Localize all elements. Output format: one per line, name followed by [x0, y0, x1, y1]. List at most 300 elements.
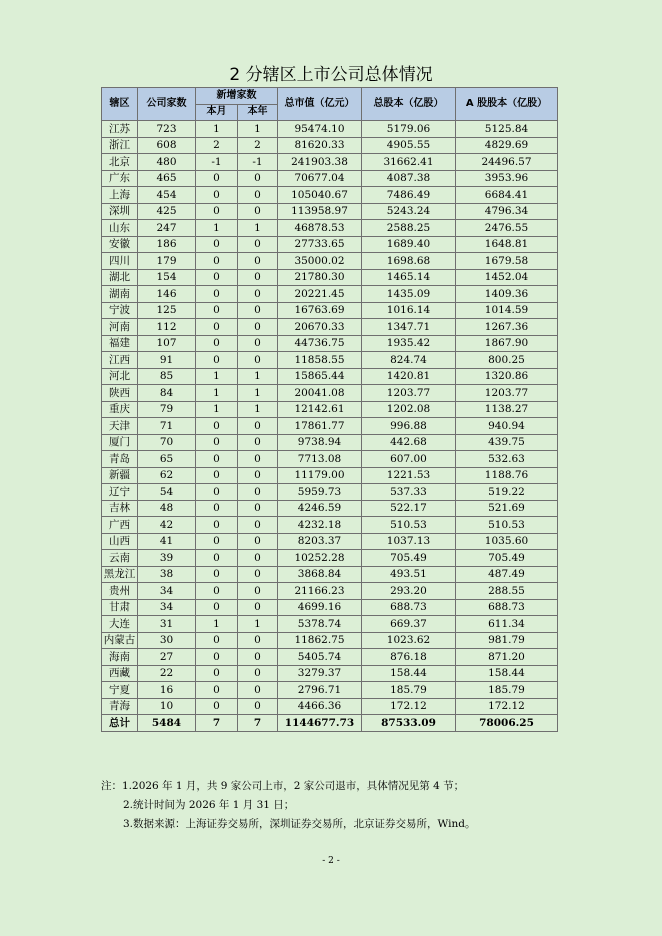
cell-company-count: 30	[138, 632, 196, 649]
cell-a-shares: 1648.81	[456, 236, 558, 253]
cell-new-this-year: 0	[238, 550, 278, 567]
table-row	[102, 385, 558, 402]
header-a-shares: A 股股本（亿股）	[456, 88, 558, 121]
cell-total-shares: 4905.55	[362, 137, 456, 154]
cell-company-count: 27	[138, 649, 196, 666]
cell-total-shares: 293.20	[362, 583, 456, 600]
cell-new-this-year: 0	[238, 467, 278, 484]
cell-new-this-year: 0	[238, 632, 278, 649]
cell-a-shares: 1203.77	[456, 385, 558, 402]
cell-region: 天津	[102, 418, 138, 435]
cell-market-cap: 241903.38	[278, 154, 362, 171]
header-new-count: 新增家数	[196, 88, 278, 105]
table-row	[102, 269, 558, 286]
cell-new-this-month: -1	[196, 154, 238, 171]
cell-new-this-month: 0	[196, 467, 238, 484]
cell-new-this-year: 0	[238, 500, 278, 517]
cell-market-cap: 44736.75	[278, 335, 362, 352]
cell-region: 山西	[102, 533, 138, 550]
cell-a-shares: 158.44	[456, 665, 558, 682]
cell-new-this-month: 1	[196, 121, 238, 138]
cell-company-count: 454	[138, 187, 196, 204]
cell-new-this-year: 0	[238, 352, 278, 369]
cell-market-cap: 70677.04	[278, 170, 362, 187]
cell-total-shares: 1347.71	[362, 319, 456, 336]
cell-total-shares: 607.00	[362, 451, 456, 468]
cell-company-count: 179	[138, 253, 196, 270]
cell-region: 厦门	[102, 434, 138, 451]
page-number: - 2 -	[322, 856, 340, 866]
cell-company-count: 62	[138, 467, 196, 484]
cell-region: 黑龙江	[102, 566, 138, 583]
cell-a-shares: 510.53	[456, 517, 558, 534]
table-row	[102, 550, 558, 567]
cell-new-this-year: 0	[238, 698, 278, 715]
cell-new-this-month: 0	[196, 500, 238, 517]
cell-total-shares: 1435.09	[362, 286, 456, 303]
total-region: 总计	[102, 715, 138, 732]
cell-region: 湖北	[102, 269, 138, 286]
header-region: 辖区	[102, 88, 138, 121]
cell-company-count: 91	[138, 352, 196, 369]
cell-new-this-year: 0	[238, 649, 278, 666]
header-market-cap: 总市值（亿元）	[278, 88, 362, 121]
cell-market-cap: 3868.84	[278, 566, 362, 583]
cell-new-this-year: 1	[238, 616, 278, 633]
cell-region: 大连	[102, 616, 138, 633]
cell-total-shares: 2588.25	[362, 220, 456, 237]
cell-market-cap: 11862.75	[278, 632, 362, 649]
cell-total-shares: 705.49	[362, 550, 456, 567]
cell-total-shares: 1202.08	[362, 401, 456, 418]
cell-total-shares: 5179.06	[362, 121, 456, 138]
cell-new-this-month: 0	[196, 599, 238, 616]
cell-company-count: 16	[138, 682, 196, 699]
note-2: 2.统计时间为 2026 年 1 月 31 日；	[123, 799, 295, 811]
cell-company-count: 38	[138, 566, 196, 583]
table-row	[102, 665, 558, 682]
cell-new-this-month: 0	[196, 665, 238, 682]
cell-new-this-month: 2	[196, 137, 238, 154]
cell-region: 云南	[102, 550, 138, 567]
cell-region: 河北	[102, 368, 138, 385]
cell-total-shares: 669.37	[362, 616, 456, 633]
cell-market-cap: 4466.36	[278, 698, 362, 715]
cell-company-count: 480	[138, 154, 196, 171]
cell-market-cap: 4699.16	[278, 599, 362, 616]
cell-total-shares: 1016.14	[362, 302, 456, 319]
cell-total-shares: 7486.49	[362, 187, 456, 204]
cell-new-this-year: 0	[238, 517, 278, 534]
region-table	[101, 87, 558, 732]
cell-new-this-month: 0	[196, 550, 238, 567]
cell-total-shares: 537.33	[362, 484, 456, 501]
cell-company-count: 84	[138, 385, 196, 402]
cell-region: 广西	[102, 517, 138, 534]
cell-new-this-month: 0	[196, 269, 238, 286]
cell-total-shares: 31662.41	[362, 154, 456, 171]
total-a-shares: 78006.25	[456, 715, 558, 732]
cell-company-count: 54	[138, 484, 196, 501]
cell-region: 上海	[102, 187, 138, 204]
cell-total-shares: 5243.24	[362, 203, 456, 220]
cell-company-count: 425	[138, 203, 196, 220]
cell-new-this-month: 0	[196, 632, 238, 649]
cell-total-shares: 876.18	[362, 649, 456, 666]
cell-region: 西藏	[102, 665, 138, 682]
cell-new-this-year: 0	[238, 434, 278, 451]
cell-region: 甘肃	[102, 599, 138, 616]
table-row	[102, 418, 558, 435]
cell-region: 陕西	[102, 385, 138, 402]
cell-region: 宁波	[102, 302, 138, 319]
cell-company-count: 65	[138, 451, 196, 468]
total-market-cap: 1144677.73	[278, 715, 362, 732]
cell-market-cap: 35000.02	[278, 253, 362, 270]
cell-company-count: 31	[138, 616, 196, 633]
cell-region: 吉林	[102, 500, 138, 517]
cell-a-shares: 1267.36	[456, 319, 558, 336]
cell-total-shares: 824.74	[362, 352, 456, 369]
cell-company-count: 34	[138, 599, 196, 616]
total-new-this-year: 7	[238, 715, 278, 732]
cell-market-cap: 21780.30	[278, 269, 362, 286]
cell-a-shares: 800.25	[456, 352, 558, 369]
cell-company-count: 22	[138, 665, 196, 682]
cell-a-shares: 1320.86	[456, 368, 558, 385]
total-company-count: 5484	[138, 715, 196, 732]
cell-company-count: 107	[138, 335, 196, 352]
table-title: 2 分辖区上市公司总体情况	[229, 65, 433, 85]
cell-new-this-month: 0	[196, 517, 238, 534]
cell-total-shares: 1037.13	[362, 533, 456, 550]
cell-a-shares: 688.73	[456, 599, 558, 616]
cell-new-this-month: 0	[196, 418, 238, 435]
cell-new-this-year: 0	[238, 253, 278, 270]
cell-new-this-month: 1	[196, 616, 238, 633]
cell-new-this-month: 0	[196, 649, 238, 666]
cell-a-shares: 1867.90	[456, 335, 558, 352]
cell-market-cap: 95474.10	[278, 121, 362, 138]
cell-company-count: 125	[138, 302, 196, 319]
cell-region: 浙江	[102, 137, 138, 154]
cell-a-shares: 1035.60	[456, 533, 558, 550]
table-row	[102, 352, 558, 369]
table-row	[102, 319, 558, 336]
cell-a-shares: 4829.69	[456, 137, 558, 154]
table-row	[102, 517, 558, 534]
cell-market-cap: 81620.33	[278, 137, 362, 154]
cell-a-shares: 24496.57	[456, 154, 558, 171]
cell-total-shares: 522.17	[362, 500, 456, 517]
table-row	[102, 286, 558, 303]
cell-company-count: 79	[138, 401, 196, 418]
header-company-count: 公司家数	[138, 88, 196, 121]
header-this-year: 本年	[238, 104, 278, 121]
cell-new-this-month: 0	[196, 319, 238, 336]
cell-new-this-year: -1	[238, 154, 278, 171]
cell-new-this-year: 0	[238, 236, 278, 253]
table-row	[102, 302, 558, 319]
cell-region: 安徽	[102, 236, 138, 253]
cell-total-shares: 996.88	[362, 418, 456, 435]
cell-company-count: 39	[138, 550, 196, 567]
cell-new-this-year: 0	[238, 302, 278, 319]
cell-new-this-year: 0	[238, 170, 278, 187]
cell-new-this-year: 1	[238, 121, 278, 138]
table-row	[102, 335, 558, 352]
table-row	[102, 649, 558, 666]
cell-market-cap: 20041.08	[278, 385, 362, 402]
cell-new-this-month: 0	[196, 451, 238, 468]
cell-new-this-year: 1	[238, 401, 278, 418]
cell-total-shares: 1023.62	[362, 632, 456, 649]
cell-region: 江西	[102, 352, 138, 369]
cell-new-this-year: 1	[238, 220, 278, 237]
cell-new-this-month: 0	[196, 484, 238, 501]
cell-market-cap: 10252.28	[278, 550, 362, 567]
cell-new-this-year: 0	[238, 335, 278, 352]
cell-company-count: 10	[138, 698, 196, 715]
cell-new-this-month: 0	[196, 533, 238, 550]
cell-market-cap: 46878.53	[278, 220, 362, 237]
cell-region: 深圳	[102, 203, 138, 220]
table-row	[102, 137, 558, 154]
cell-company-count: 34	[138, 583, 196, 600]
cell-total-shares: 1221.53	[362, 467, 456, 484]
cell-new-this-month: 1	[196, 368, 238, 385]
cell-region: 福建	[102, 335, 138, 352]
table-row	[102, 236, 558, 253]
cell-a-shares: 1188.76	[456, 467, 558, 484]
cell-a-shares: 172.12	[456, 698, 558, 715]
cell-market-cap: 16763.69	[278, 302, 362, 319]
cell-a-shares: 4796.34	[456, 203, 558, 220]
cell-new-this-year: 0	[238, 566, 278, 583]
header-this-month: 本月	[196, 104, 238, 121]
table-row	[102, 203, 558, 220]
table-row	[102, 583, 558, 600]
notes	[101, 777, 571, 834]
cell-market-cap: 11858.55	[278, 352, 362, 369]
cell-a-shares: 1014.59	[456, 302, 558, 319]
cell-new-this-year: 0	[238, 599, 278, 616]
cell-region: 山东	[102, 220, 138, 237]
cell-new-this-month: 0	[196, 566, 238, 583]
cell-region: 宁夏	[102, 682, 138, 699]
cell-total-shares: 493.51	[362, 566, 456, 583]
cell-new-this-year: 0	[238, 682, 278, 699]
cell-new-this-year: 0	[238, 319, 278, 336]
cell-region: 青岛	[102, 451, 138, 468]
cell-new-this-month: 0	[196, 170, 238, 187]
cell-region: 四川	[102, 253, 138, 270]
cell-company-count: 112	[138, 319, 196, 336]
cell-company-count: 247	[138, 220, 196, 237]
table-row	[102, 154, 558, 171]
cell-market-cap: 3279.37	[278, 665, 362, 682]
table-row	[102, 566, 558, 583]
cell-region: 青海	[102, 698, 138, 715]
cell-market-cap: 5378.74	[278, 616, 362, 633]
table-row	[102, 220, 558, 237]
note-3: 3.数据来源：上海证券交易所，深圳证券交易所，北京证券交易所，Wind。	[123, 818, 476, 830]
cell-new-this-month: 0	[196, 253, 238, 270]
table-row	[102, 698, 558, 715]
cell-new-this-year: 0	[238, 665, 278, 682]
cell-total-shares: 688.73	[362, 599, 456, 616]
cell-new-this-year: 0	[238, 484, 278, 501]
table-row	[102, 451, 558, 468]
cell-new-this-month: 0	[196, 352, 238, 369]
cell-new-this-month: 0	[196, 236, 238, 253]
cell-new-this-year: 0	[238, 583, 278, 600]
cell-total-shares: 1203.77	[362, 385, 456, 402]
cell-new-this-year: 0	[238, 451, 278, 468]
cell-a-shares: 521.69	[456, 500, 558, 517]
cell-company-count: 70	[138, 434, 196, 451]
table-row	[102, 187, 558, 204]
cell-region: 北京	[102, 154, 138, 171]
cell-company-count: 41	[138, 533, 196, 550]
total-new-this-month: 7	[196, 715, 238, 732]
cell-a-shares: 6684.41	[456, 187, 558, 204]
table-row	[102, 599, 558, 616]
cell-a-shares: 1679.58	[456, 253, 558, 270]
cell-new-this-year: 0	[238, 286, 278, 303]
cell-market-cap: 5959.73	[278, 484, 362, 501]
cell-a-shares: 2476.55	[456, 220, 558, 237]
cell-region: 贵州	[102, 583, 138, 600]
cell-a-shares: 185.79	[456, 682, 558, 699]
cell-a-shares: 532.63	[456, 451, 558, 468]
total-row	[102, 715, 558, 732]
cell-region: 辽宁	[102, 484, 138, 501]
cell-region: 新疆	[102, 467, 138, 484]
cell-new-this-month: 0	[196, 682, 238, 699]
cell-region: 重庆	[102, 401, 138, 418]
cell-new-this-month: 0	[196, 203, 238, 220]
cell-market-cap: 17861.77	[278, 418, 362, 435]
cell-new-this-year: 2	[238, 137, 278, 154]
cell-new-this-year: 1	[238, 368, 278, 385]
note-1: 注：1.2026 年 1 月，共 9 家公司上市，2 家公司退市，具体情况见第 4 节；	[101, 780, 465, 792]
cell-a-shares: 519.22	[456, 484, 558, 501]
table-row	[102, 121, 558, 138]
cell-company-count: 608	[138, 137, 196, 154]
cell-a-shares: 1138.27	[456, 401, 558, 418]
cell-company-count: 186	[138, 236, 196, 253]
cell-new-this-year: 0	[238, 418, 278, 435]
cell-total-shares: 1465.14	[362, 269, 456, 286]
cell-new-this-year: 0	[238, 269, 278, 286]
cell-total-shares: 158.44	[362, 665, 456, 682]
header-total-shares: 总股本（亿股）	[362, 88, 456, 121]
cell-a-shares: 705.49	[456, 550, 558, 567]
cell-a-shares: 439.75	[456, 434, 558, 451]
cell-company-count: 71	[138, 418, 196, 435]
cell-new-this-month: 0	[196, 583, 238, 600]
cell-total-shares: 1420.81	[362, 368, 456, 385]
cell-company-count: 42	[138, 517, 196, 534]
cell-region: 湖南	[102, 286, 138, 303]
cell-new-this-month: 0	[196, 187, 238, 204]
cell-new-this-month: 1	[196, 385, 238, 402]
table-row	[102, 533, 558, 550]
cell-market-cap: 20221.45	[278, 286, 362, 303]
cell-market-cap: 21166.23	[278, 583, 362, 600]
cell-new-this-year: 1	[238, 385, 278, 402]
table-row	[102, 170, 558, 187]
cell-total-shares: 1935.42	[362, 335, 456, 352]
cell-a-shares: 1409.36	[456, 286, 558, 303]
cell-market-cap: 8203.37	[278, 533, 362, 550]
cell-new-this-year: 0	[238, 187, 278, 204]
cell-a-shares: 940.94	[456, 418, 558, 435]
cell-market-cap: 4246.59	[278, 500, 362, 517]
table-row	[102, 500, 558, 517]
table-row	[102, 616, 558, 633]
total-total-shares: 87533.09	[362, 715, 456, 732]
cell-market-cap: 105040.67	[278, 187, 362, 204]
cell-new-this-month: 1	[196, 401, 238, 418]
cell-new-this-year: 0	[238, 203, 278, 220]
cell-region: 广东	[102, 170, 138, 187]
cell-market-cap: 113958.97	[278, 203, 362, 220]
cell-region: 江苏	[102, 121, 138, 138]
cell-new-this-month: 0	[196, 302, 238, 319]
cell-company-count: 465	[138, 170, 196, 187]
cell-new-this-month: 0	[196, 698, 238, 715]
cell-a-shares: 611.34	[456, 616, 558, 633]
table-row	[102, 632, 558, 649]
cell-market-cap: 2796.71	[278, 682, 362, 699]
cell-total-shares: 172.12	[362, 698, 456, 715]
table-row	[102, 253, 558, 270]
cell-total-shares: 1689.40	[362, 236, 456, 253]
cell-region: 河南	[102, 319, 138, 336]
cell-market-cap: 9738.94	[278, 434, 362, 451]
cell-market-cap: 20670.33	[278, 319, 362, 336]
cell-a-shares: 5125.84	[456, 121, 558, 138]
cell-new-this-month: 0	[196, 434, 238, 451]
cell-total-shares: 442.68	[362, 434, 456, 451]
table-body	[102, 121, 558, 732]
cell-a-shares: 288.55	[456, 583, 558, 600]
cell-a-shares: 487.49	[456, 566, 558, 583]
cell-total-shares: 510.53	[362, 517, 456, 534]
cell-market-cap: 15865.44	[278, 368, 362, 385]
cell-a-shares: 3953.96	[456, 170, 558, 187]
cell-company-count: 146	[138, 286, 196, 303]
cell-market-cap: 4232.18	[278, 517, 362, 534]
cell-region: 内蒙古	[102, 632, 138, 649]
cell-total-shares: 4087.38	[362, 170, 456, 187]
table-row	[102, 467, 558, 484]
cell-a-shares: 871.20	[456, 649, 558, 666]
table-row	[102, 434, 558, 451]
cell-new-this-month: 0	[196, 335, 238, 352]
cell-total-shares: 185.79	[362, 682, 456, 699]
cell-company-count: 723	[138, 121, 196, 138]
cell-region: 海南	[102, 649, 138, 666]
cell-company-count: 154	[138, 269, 196, 286]
cell-new-this-month: 1	[196, 220, 238, 237]
table-row	[102, 682, 558, 699]
cell-new-this-year: 0	[238, 533, 278, 550]
cell-total-shares: 1698.68	[362, 253, 456, 270]
cell-market-cap: 7713.08	[278, 451, 362, 468]
